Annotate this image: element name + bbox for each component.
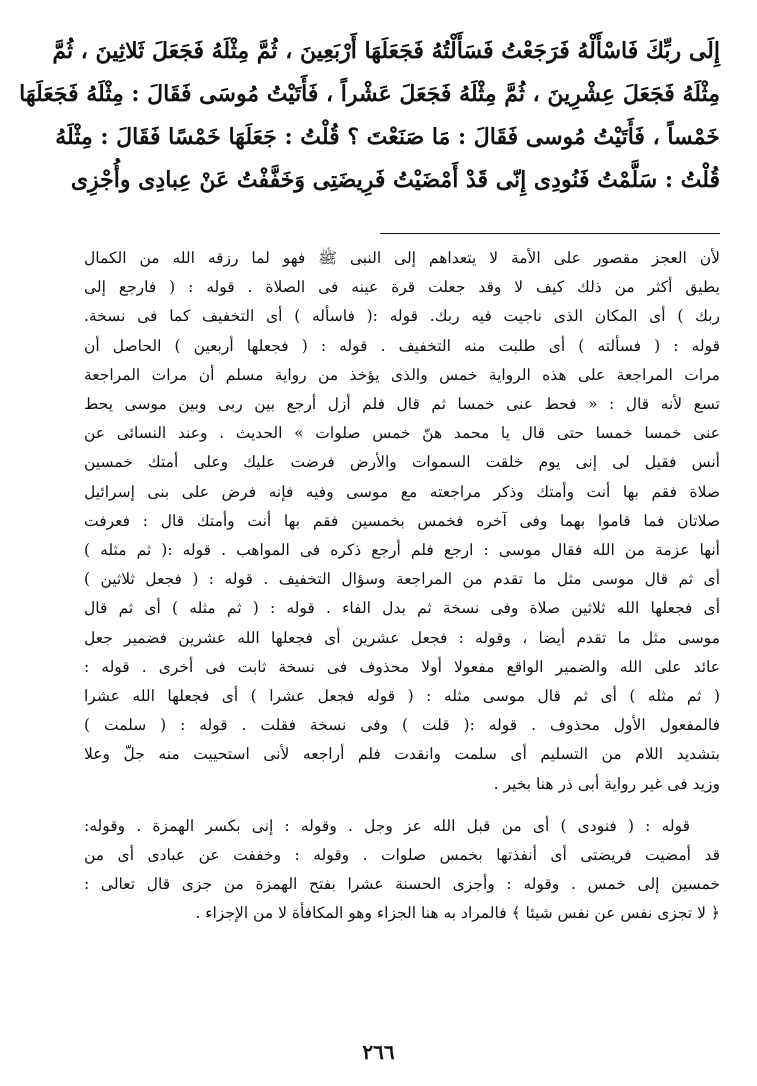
commentary-text [84, 244, 720, 929]
commentary-line: صلاة فقم بها أنت وأمتك وذكر مراجعته مع موسى وفيه فإنه فرض على بنى إسرائيل [84, 482, 720, 501]
commentary-line: أى فجعلها الله ثلاثين صلاة وفى نسخة ثم بدل الفاء . قوله : ( ثم مثله ) أى ثم قال [84, 599, 720, 618]
commentary-line: مرات المراجعة على هذه الرواية خمس والذى يؤخذ من رواية مسلم أن مرات المراجعة [84, 365, 720, 384]
commentary-line: أنها عزمة من الله فقال موسى : ارجع فلم أرجع ذكره فى المواهب . قوله :( ثم مثله ) [84, 541, 720, 560]
commentary-paragraph [84, 244, 720, 799]
commentary-line: موسى مثل ما تقدم أيضا ، وقوله : فجعل عشرين أى فجعلها الله عشرين فضمير جعل [84, 628, 720, 647]
commentary-line: بتشديد اللام من التسليم أى سلمت وانقدت فلم أراجعه لأنى استحييت منه جلّ وعلا [84, 745, 720, 764]
section-divider [380, 233, 720, 234]
commentary-line: يطيق أكثر من ذلك كيف لا وقد جعلت قرة عينه فى الصلاة . قوله : ( فارجع إلى [84, 278, 720, 297]
commentary-line: ( ثم مثله ) أى ثم قال موسى مثله : ( قوله فجعل عشرا ) أى فجعلها الله عشرا [84, 687, 720, 706]
commentary-line: تسع لأنه قال : « فحط عنى خمسا ثم قال فلم أزل أرجع بين ربى وبين موسى يحط [84, 395, 720, 414]
hadith-line: مِثْلَهُ فَجَعَلَ عِشْرِينَ ، ثُمَّ مِثْلَهُ فَجَعَلَ عَشْراً ، فَأَتَيْتُ مُوسَى فَقَالَ : مِثْلَهُ فَجَعَلَهَا [19, 81, 720, 107]
commentary-line: عنى خمسا خمسا حتى قال يا محمد هنّ خمس صلوات » الحديث . وعند النسائى عن [84, 424, 720, 443]
hadith-line: خَمْساً ، فَأَتَيْتُ مُوسى فَقَالَ : مَا صَنَعْتَ ؟ قُلْتُ : جَعَلَهَا خَمْسًا فَقَالَ : مِثْلَهُ [55, 124, 720, 150]
commentary-line: أى ثم قال موسى مثل ما تقدم من المراجعة وسؤال التخفيف . قوله : ( فجعل ثلاثين ) [84, 570, 720, 589]
commentary-line: فالمفعول الأول محذوف . قوله :( قلت ) وفى نسخة فقلت . قوله : ( سلمت ) [84, 716, 720, 735]
commentary-line: لأن العجز مقصور على الأمة لا يتعداهم إلى النبى ﷺ فهو لما رزقه الله من الكمال [84, 249, 720, 267]
commentary-paragraph [84, 812, 720, 929]
commentary-line: قد أمضيت فريضتى أى أنفذتها بخمس صلوات . وقوله : وخففت عن عبادى أى من [84, 846, 720, 865]
commentary-line: خمسين إلى خمس . وقوله : وأجزى الحسنة عشرا بفتح الهمزة من جزى قال تعالى : [84, 875, 720, 894]
commentary-line: عائد على الله والضمير الواقع مفعولا أولا محذوف فى نسخة ثابت فى أخرى . قوله : [84, 657, 720, 676]
commentary-line: وزيد فى غير رواية أبى ذر هنا بخير . [493, 774, 720, 793]
hadith-line: قُلْتُ : سَلَّمْتُ فَنُودِى إِنّى قَدْ أَمْضَيْتُ فَرِيضَتِى وَخَفَّفْتُ عَنْ عِبادِى وأُجْزِى [70, 167, 720, 193]
commentary-line: قوله : ( فنودى ) أى من قبل الله عز وجل . وقوله : إنى بكسر الهمزة . وقوله: [84, 816, 690, 835]
commentary-line: ربك ) أى المكان الذى ناجيت فيه ربك. قوله :( فاسأله ) أى التخفيف كما فى نسخة. [84, 307, 720, 326]
commentary-line: صلاتان فما قاموا بهما وفى آخره فخمس بخمسين فقم بها أنت وأمتك قال : فعرفت [84, 511, 720, 530]
hadith-text [19, 30, 720, 202]
hadith-line: إِلَى ربِّكَ فَاسْأَلْهُ فَرَجَعْتُ فَسَأَلْتُهُ فَجَعَلَهَا أَرْبَعِينَ ، ثُمَّ مِثْلَهُ فَجَعَلَ ثَلاثِينَ ، ثُمَّ [52, 38, 720, 64]
paragraph-spacer [84, 799, 720, 812]
commentary-line: أنس فقيل لى إنى يوم خلقت السموات والأرض فرضت عليك وعلى أمتك خمسين [84, 453, 720, 472]
page-number: ٢٦٦ [362, 1040, 395, 1064]
commentary-line: ﴿ لا تجزى نفس عن نفس شيئا ﴾ فالمراد به هنا الجزاء وهو المكافأة لا من الإجزاء . [195, 904, 720, 923]
commentary-line: قوله : ( فسألته ) أى طلبت منه التخفيف . قوله : ( فجعلها أربعين ) الحاصل أن [84, 336, 720, 355]
